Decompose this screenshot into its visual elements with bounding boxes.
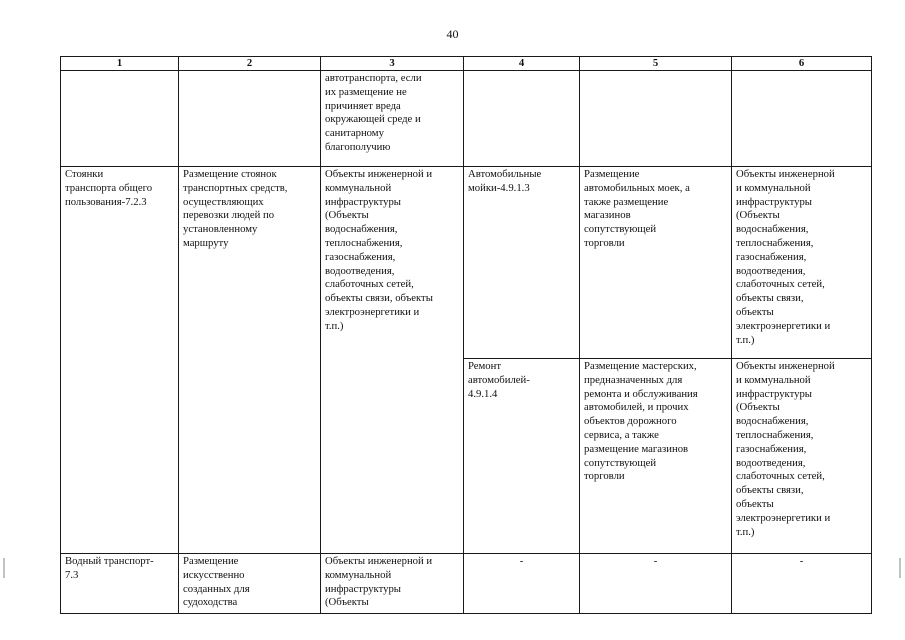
conditional-objects-cell: Объекты инженерной и коммунальной инфраструктуры (Объекты водоснабжения, теплоснабжения, газоснабжения, водоотведения, слаботочных сетей, объекты связи, объекты электроэнергетики и т.п.) [732, 167, 872, 359]
conditional-use-cell: Автомобильные мойки-4.9.1.3 [464, 167, 580, 359]
conditional-use-cell: Ремонт автомобилей- 4.9.1.4 [464, 359, 580, 554]
auxiliary-objects-cell: Объекты инженерной и коммунальной инфраструктуры (Объекты [321, 554, 464, 614]
use-name-cell: Стоянки транспорта общего пользования-7.2.3 [61, 167, 179, 554]
header-row [61, 57, 872, 71]
table-cell: автотранспорта, если их размещение не причиняет вреда окружающей среде и санитарному благополучию [321, 71, 464, 167]
table-cell [61, 71, 179, 167]
conditional-description-cell: Размещение автомобильных моек, а также размещение магазинов сопутствующей торговли [580, 167, 732, 359]
use-description-cell: Размещение искусственно созданных для судоходства [179, 554, 321, 614]
column-header-1: 1 [61, 57, 179, 71]
table-row [61, 167, 872, 359]
column-header-2: 2 [179, 57, 321, 71]
empty-dash-cell: - [580, 554, 732, 614]
empty-dash-cell: - [732, 554, 872, 614]
table-cell [179, 71, 321, 167]
table-cell [580, 71, 732, 167]
column-header-5: 5 [580, 57, 732, 71]
table-row [61, 71, 872, 167]
page-number: 40 [446, 27, 459, 41]
table-row [61, 554, 872, 614]
conditional-description-cell: Размещение мастерских, предназначенных для ремонта и обслуживания автомобилей, и прочих объектов дорожного сервиса, а также размещение магазинов сопутствующей торговли [580, 359, 732, 554]
conditional-objects-cell: Объекты инженерной и коммунальной инфраструктуры (Объекты водоснабжения, теплоснабжения, газоснабжения, водоотведения, слаботочных сетей, объекты связи, объекты электроэнергетики и т.п.) [732, 359, 872, 554]
use-name-cell: Водный транспорт- 7.3 [61, 554, 179, 614]
column-header-3: 3 [321, 57, 464, 71]
table-cell [732, 71, 872, 167]
scan-edge-mark-right [899, 558, 901, 578]
scan-edge-mark-left [3, 558, 5, 578]
zoning-table [60, 56, 872, 614]
column-header-6: 6 [732, 57, 872, 71]
use-description-cell: Размещение стоянок транспортных средств, осуществляющих перевозки людей по установленному маршруту [179, 167, 321, 554]
auxiliary-objects-cell: Объекты инженерной и коммунальной инфраструктуры (Объекты водоснабжения, теплоснабжения, газоснабжения, водоотведения, слаботочных сетей, объекты связи, объекты электроэнергетики и т.п.) [321, 167, 464, 554]
empty-dash-cell: - [464, 554, 580, 614]
table-cell [464, 71, 580, 167]
column-header-4: 4 [464, 57, 580, 71]
